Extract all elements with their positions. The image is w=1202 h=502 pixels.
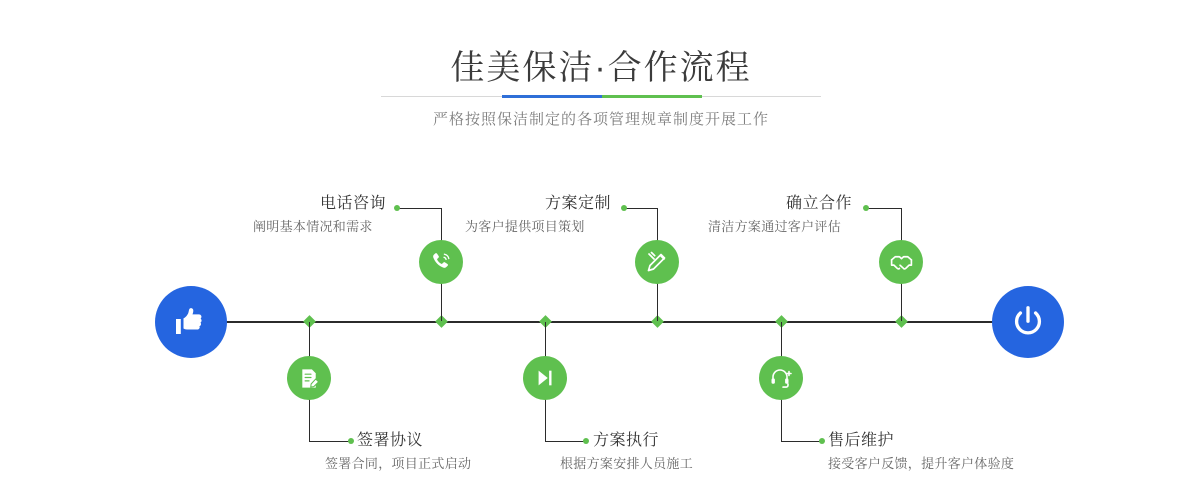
stem-5-h: [866, 208, 902, 209]
play-forward-icon: [534, 367, 556, 389]
title-divider: [381, 95, 821, 98]
stem-4-h: [545, 441, 585, 442]
page-subtitle: 严格按照保洁制定的各项管理规章制度开展工作: [432, 111, 769, 128]
phone-icon: [429, 250, 453, 274]
tip-dot-3: [621, 205, 627, 211]
step-icon-2: [287, 356, 331, 400]
flow-end-node: [992, 286, 1064, 358]
step-icon-5: [879, 240, 923, 284]
step-title-6: 售后维护: [828, 432, 895, 449]
step-title-3: 方案定制: [545, 195, 612, 212]
step-icon-6: [759, 356, 803, 400]
step-icon-1: [419, 240, 463, 284]
tip-dot-1: [394, 205, 400, 211]
tip-dot-4: [583, 438, 589, 444]
document-edit-icon: [298, 367, 321, 390]
tip-dot-6: [819, 438, 825, 444]
step-desc-4: 根据方案安排人员施工: [560, 456, 694, 471]
tip-dot-2: [348, 438, 354, 444]
step-desc-1: 阐明基本情况和需求: [253, 219, 373, 234]
thumbs-up-icon: [173, 304, 209, 340]
step-icon-3: [635, 240, 679, 284]
step-desc-5: 清洁方案通过客户评估: [708, 219, 842, 234]
stem-6-h: [781, 441, 821, 442]
step-title-1: 电话咨询: [320, 195, 387, 212]
divider-blue-segment: [502, 95, 602, 98]
step-title-2: 签署协议: [357, 432, 424, 449]
step-desc-2: 签署合同，项目正式启动: [325, 456, 472, 471]
step-icon-4: [523, 356, 567, 400]
headset-add-icon: [769, 366, 793, 390]
flow-start-node: [155, 286, 227, 358]
pen-ruler-icon: [645, 250, 669, 274]
step-title-5: 确立合作: [786, 195, 853, 212]
stem-1-h: [397, 208, 442, 209]
power-icon: [1009, 303, 1047, 341]
step-desc-3: 为客户提供项目策划: [465, 219, 585, 234]
step-desc-6: 接受客户反馈，提升客户体验度: [828, 456, 1015, 471]
divider-green-segment: [602, 95, 702, 98]
timeline-axis: [160, 321, 1042, 323]
page-title: 佳美保洁·合作流程: [450, 49, 752, 87]
step-title-4: 方案执行: [593, 432, 660, 449]
handshake-icon: [889, 250, 914, 275]
stem-2-h: [309, 441, 351, 442]
stem-3-h: [624, 208, 658, 209]
tip-dot-5: [863, 205, 869, 211]
